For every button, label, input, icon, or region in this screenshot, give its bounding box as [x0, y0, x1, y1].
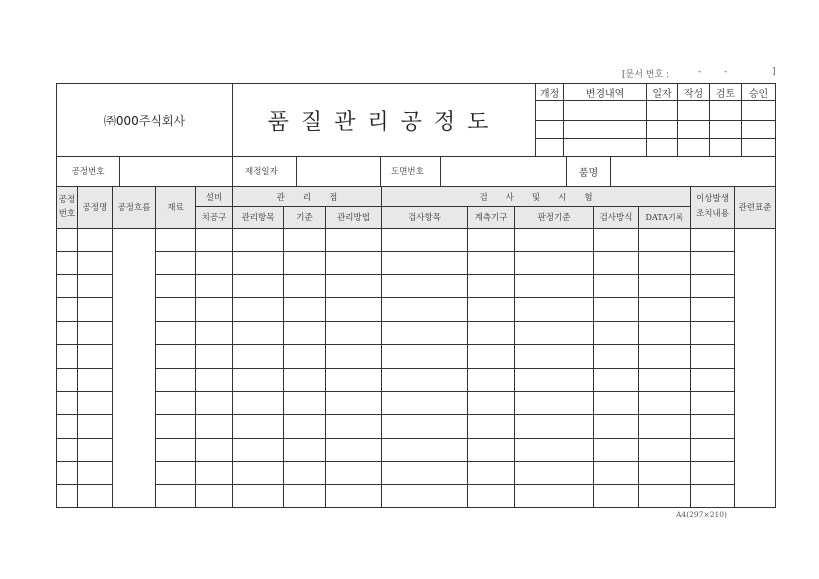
grid-line	[535, 100, 775, 101]
doc-number-dash: -	[724, 67, 728, 77]
grid-line	[440, 156, 441, 186]
doc-number-label: [문서 번호 :	[622, 70, 670, 80]
grid-line	[119, 156, 120, 186]
product-name-field[interactable]	[611, 157, 775, 185]
grid-line	[741, 83, 742, 156]
grid-line	[56, 414, 113, 415]
col-abnormal-action: 이상발생 조치내용	[696, 194, 729, 219]
grid-line	[56, 461, 113, 462]
doc-number-dash: -	[698, 67, 702, 77]
grid-line	[155, 368, 734, 369]
grid-line	[296, 156, 297, 186]
grid-line	[535, 138, 775, 139]
col-data-record: DATA기록	[645, 212, 684, 222]
col-control-method: 관리방법	[337, 213, 370, 223]
grid-line	[77, 186, 78, 228]
col-equipment-bottom: 치공구	[201, 213, 227, 223]
grid-line	[563, 83, 564, 156]
grid-line	[709, 83, 710, 156]
grid-line	[56, 321, 113, 322]
grid-line	[593, 206, 594, 228]
grid-line	[283, 206, 284, 228]
grid-line	[467, 206, 468, 228]
grid-line	[566, 156, 567, 186]
rev-header-approval: 승인	[748, 88, 769, 100]
col-process-name: 공정명	[82, 203, 108, 213]
enact-date-field[interactable]	[297, 157, 380, 185]
grid-line	[155, 274, 734, 275]
doc-number-close: ]	[772, 67, 776, 77]
col-inspection-item: 검사항목	[408, 213, 441, 223]
grid-line	[56, 251, 113, 252]
process-number-field[interactable]	[120, 157, 232, 185]
col-measuring-tool: 계측기구	[474, 213, 508, 223]
grid-line	[734, 228, 735, 508]
grid-line	[195, 206, 232, 207]
col-inspection-group: 검 사 및 시 험	[479, 192, 593, 203]
grid-line	[155, 414, 734, 415]
process-number-label: 공정번호	[71, 167, 105, 177]
grid-line	[56, 344, 113, 345]
document-title: 품질관리공정도	[267, 109, 501, 135]
col-control-group: 관 리 점	[276, 192, 338, 203]
col-judgment-criteria: 판정기준	[537, 213, 571, 223]
drawing-number-field[interactable]	[441, 157, 566, 185]
col-related-standard: 관련표준	[738, 203, 772, 213]
grid-line	[155, 297, 734, 298]
grid-line	[155, 484, 734, 485]
grid-line	[677, 83, 678, 156]
grid-line	[56, 297, 113, 298]
rev-header-revision: 개정	[539, 88, 560, 100]
grid-line	[325, 206, 326, 228]
grid-line	[155, 344, 734, 345]
rev-header-date: 일자	[652, 88, 672, 100]
grid-line	[56, 368, 113, 369]
grid-line	[646, 83, 647, 156]
grid-line	[514, 206, 515, 228]
grid-line	[690, 186, 691, 228]
document-number	[600, 67, 780, 79]
grid-line	[155, 321, 734, 322]
grid-line	[232, 83, 233, 156]
grid-line	[195, 186, 196, 228]
rev-header-changes: 변경내역	[585, 88, 625, 100]
grid-line	[56, 156, 776, 157]
col-process-number: 공정 번호	[58, 195, 76, 219]
col-process-flow: 공정흐름	[117, 203, 151, 213]
grid-line	[535, 120, 775, 121]
grid-line	[232, 156, 233, 186]
grid-line	[232, 186, 233, 228]
grid-line	[155, 186, 156, 228]
enact-date-label: 제정일자	[245, 167, 278, 177]
grid-line	[112, 186, 113, 228]
grid-line	[734, 186, 735, 228]
grid-line	[56, 186, 776, 187]
product-name-label: 품명	[578, 167, 599, 179]
grid-line	[56, 228, 776, 229]
paper-size: A4(297×210)	[676, 510, 727, 519]
grid-line	[155, 438, 734, 439]
col-control-item: 관리항목	[241, 213, 275, 223]
grid-line	[155, 251, 734, 252]
grid-line	[380, 156, 381, 186]
col-inspection-method: 검사방식	[599, 213, 633, 223]
company-name: ㈜000주식회사	[103, 113, 186, 128]
grid-line	[56, 438, 113, 439]
grid-line	[638, 206, 639, 228]
col-standard: 기준	[296, 213, 313, 223]
grid-line	[155, 391, 734, 392]
col-equipment-top: 설비	[205, 192, 223, 203]
grid-line	[56, 274, 113, 275]
grid-line	[610, 156, 611, 186]
grid-line	[232, 206, 690, 207]
rev-header-author: 작성	[683, 88, 704, 100]
col-material: 재료	[167, 203, 184, 213]
grid-line	[381, 186, 382, 228]
rev-header-review: 검토	[715, 88, 736, 100]
grid-line	[56, 484, 113, 485]
grid-line	[56, 391, 113, 392]
drawing-number-label: 도면번호	[391, 167, 424, 177]
grid-line	[155, 461, 734, 462]
